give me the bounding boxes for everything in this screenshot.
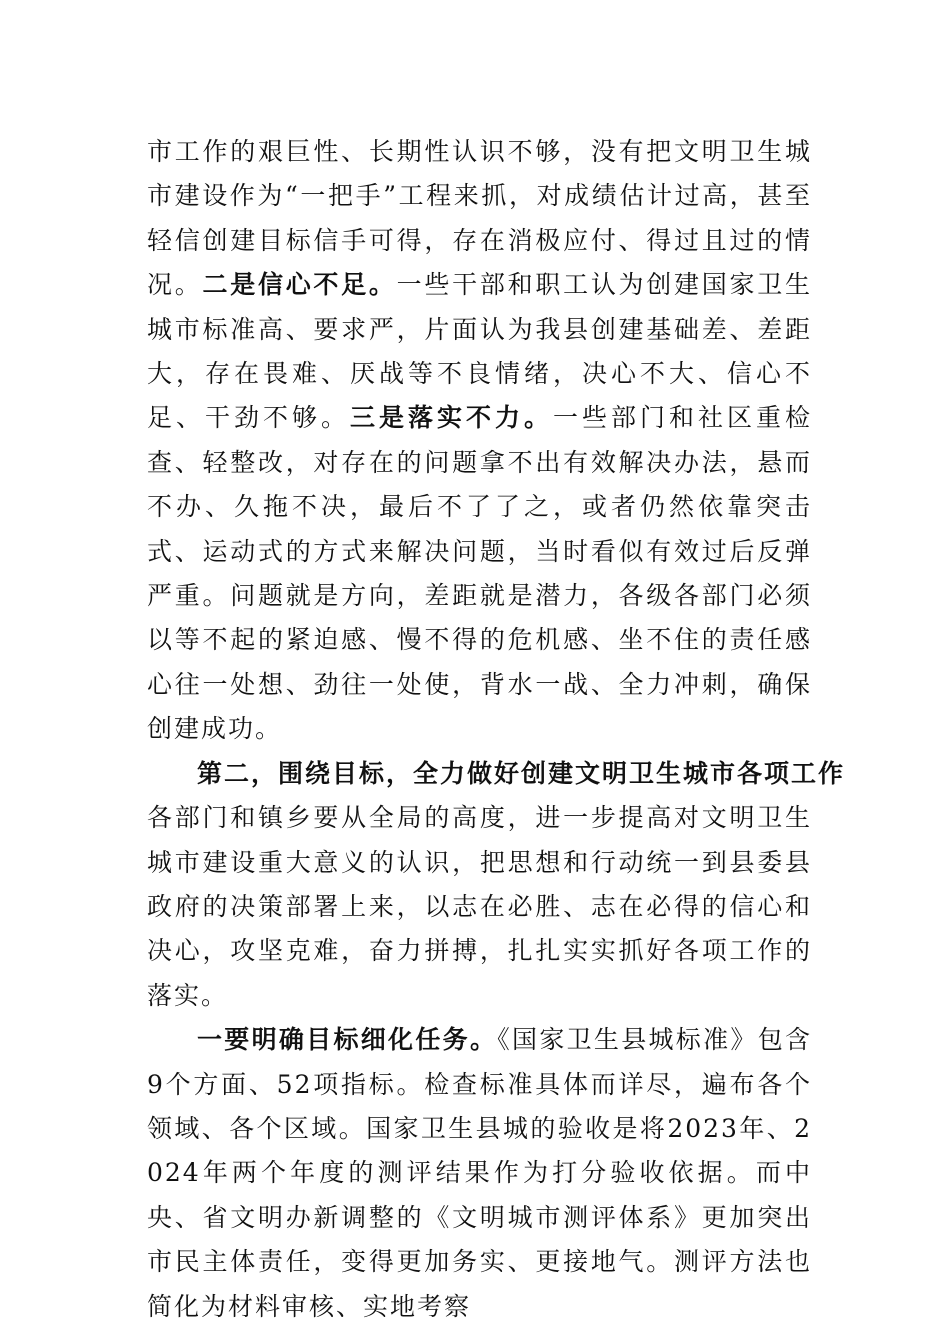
paragraph-text: 《国家卫生县城标准》包含9个方面、52项指标。检查标准具体而详尽，遍布各个领域、各个区域。国家卫生县城的验收是将2023年、2024年两个年度的测评结果作为打分验收依据。而中央、省文明办新调整的《文明城市测评体系》更加突出市民主体责任，变得更加务实、更接地气。测评方法也简化为材料审核、实地考察: [147, 1025, 812, 1321]
point-three-heading: 三是落实不力。: [350, 403, 553, 433]
paragraph-text: 一些部门和社区重检查、轻整改，对存在的问题拿不出有效解决办法，悬而不办、久拖不决，最后不了了之，或者仍然依靠突击式、运动式的方式来解决问题，当时看似有效过后反弹严重。问题就是方向，差距就是潜力，各级各部门必须以等不起的紧迫感、慢不得的危机感、坐不住的责任感心往一处想、劲往一处使，背水一战、全力冲刺，确保创建成功。: [147, 403, 812, 744]
paragraph-text: 市工作的艰巨性、长期性认识不够，没有把文明卫生城市建设作为“一把手”工程来抓，对成绩估计过高，甚至轻信创建目标信手可得，存在消极应付、得过且过的情况。: [147, 137, 812, 300]
paragraph-overview: 各部门和镇乡要从全局的高度，进一步提高对文明卫生城市建设重大意义的认识，把思想和行动统一到县委县政府的决策部署上来，以志在必胜、志在必得的信心和决心，攻坚克难，奋力拼搏，扎扎实实抓好各项工作的落实。: [147, 803, 812, 1010]
document-page: [147, 130, 846, 1329]
task-one-heading: 一要明确目标细化任务。: [197, 1025, 498, 1055]
paragraph-problems: [147, 130, 812, 752]
point-two-heading: 二是信心不足。: [202, 270, 397, 300]
paragraph-task-one: [147, 1018, 812, 1329]
section-heading-second: 第二，围绕目标，全力做好创建文明卫生城市各项工作: [197, 758, 846, 788]
paragraph-text: 一些干部和职工认为创建国家卫生城市标准高、要求严，片面认为我县创建基础差、差距大，存在畏难、厌战等不良情绪，决心不大、信心不足、干劲不够。: [147, 270, 812, 433]
